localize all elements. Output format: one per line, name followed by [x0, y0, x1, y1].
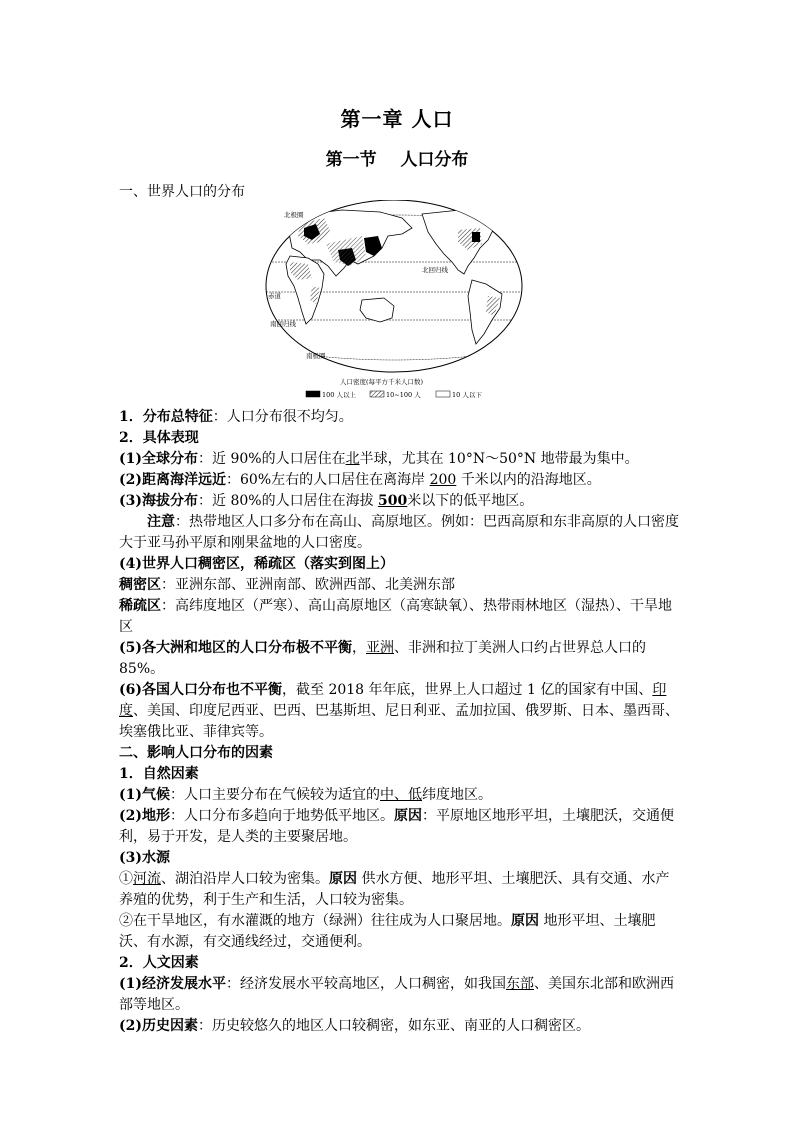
paragraph-rivers: ①河流、湖泊沿岸人口较为密集。原因 供水方便、地形平坦、土壤肥沃、具有交通、水产养殖的优势，利于生产和生活，人口较为密集。 — [119, 871, 670, 908]
paragraph-continents: (5)各大洲和地区的人口分布极不平衡，亚洲、非洲和拉丁美洲人口约占世界总人口的 85%。 — [119, 640, 646, 677]
paragraph-note: 注意：热带地区人口多分布在高山、高原地区。例如：巴西高原和东非高原的人口密度大于亚马孙平原和刚果盆地的人口密度。 — [119, 514, 679, 551]
paragraph-dense-sparse-heading: (4)世界人口稠密区，稀疏区（落实到图上） — [119, 556, 394, 572]
north-america-dense — [472, 232, 480, 242]
paragraph-altitude: (3)海拔分布：近 80%的人口居住在海拔 500米以下的低平地区。 — [119, 493, 534, 509]
paragraph-natural-factors: 1．自然因素 — [119, 766, 199, 782]
south-polar-label: 南极圈 — [306, 352, 326, 360]
section-title: 第一节 人口分布 — [325, 150, 469, 170]
legend-title: 人口密度(每平方千米人口数) — [340, 378, 424, 386]
tropic-of-cancer-label: 北回归线 — [422, 266, 448, 274]
north-polar-label: 北极圈 — [284, 211, 304, 219]
content-body — [119, 407, 679, 1037]
paragraph-global-distribution: (1)全球分布：近 90%的人口居住在北半球，尤其在 10°N～50°N 地带最为集中。 — [119, 451, 639, 467]
tropic-of-capricorn-label: 南回归线 — [270, 320, 296, 328]
paragraph-dense-regions: 稠密区：亚洲东部、亚洲南部、欧洲西部、北美洲东部 — [119, 577, 455, 593]
paragraph-countries: (6)各国人口分布也不平衡，截至 2018 年年底，世界上人口超过 1 亿的国家有中国、印度、美国、印度尼西亚、巴西、巴基斯坦、尼日利亚、孟加拉国、俄罗斯、日本、墨西哥、埃塞俄比亚、菲律宾等。 — [119, 682, 679, 740]
paragraph-oasis: ②在干旱地区，有水灌溉的地方（绿洲）往往成为人口聚居地。原因 地形平坦、土壤肥沃、有水源，有交通线经过，交通便利。 — [119, 913, 656, 950]
paragraph-economy: (1)经济发展水平：经济发展水平较高地区，人口稠密，如我国东部、美国东北部和欧洲西部等地区。 — [119, 976, 674, 1013]
paragraph-ocean-distance: (2)距离海洋远近：60%左右的人口居住在离海岸 200 千米以内的沿海地区。 — [119, 472, 601, 488]
legend-swatch-sparse — [436, 391, 450, 397]
equator-label: 赤道 — [268, 292, 281, 300]
legend-swatch-dense — [306, 391, 320, 397]
chapter-title: 第一章 人口 — [340, 107, 454, 131]
world-population-density-map — [262, 200, 532, 405]
legend-item-medium: 10~100 人 — [386, 391, 421, 399]
paragraph-history: (2)历史因素：历史较悠久的地区人口较稠密，如东亚、南亚的人口稠密区。 — [119, 1018, 590, 1034]
paragraph-sparse-regions: 稀疏区：高纬度地区（严寒）、高山高原地区（高寒缺氧）、热带雨林地区（湿热）、干旱地区 — [119, 598, 672, 635]
section-heading-world-distribution: 一、世界人口的分布 — [119, 184, 245, 200]
paragraph-water-source: (3)水源 — [119, 850, 170, 866]
paragraph-climate: (1)气候：人口主要分布在气候较为适宜的中、低纬度地区。 — [119, 787, 492, 803]
paragraph-specific-heading: 2．具体表现 — [119, 430, 199, 446]
paragraph-overall-feature: 1．分布总特征：人口分布很不均匀。 — [119, 409, 353, 425]
legend-item-dense: 100 人以上 — [322, 391, 356, 399]
paragraph-human-factors: 2．人文因素 — [119, 955, 199, 971]
paragraph-terrain: (2)地形：人口分布多趋向于地势低平地区。原因：平原地区地形平坦，土壤肥沃，交通便利，易于开发，是人类的主要聚居地。 — [119, 808, 674, 845]
legend-swatch-medium — [370, 391, 384, 397]
legend-item-sparse: 10 人以下 — [452, 391, 482, 399]
section-heading-factors: 二、影响人口分布的因素 — [119, 745, 273, 761]
